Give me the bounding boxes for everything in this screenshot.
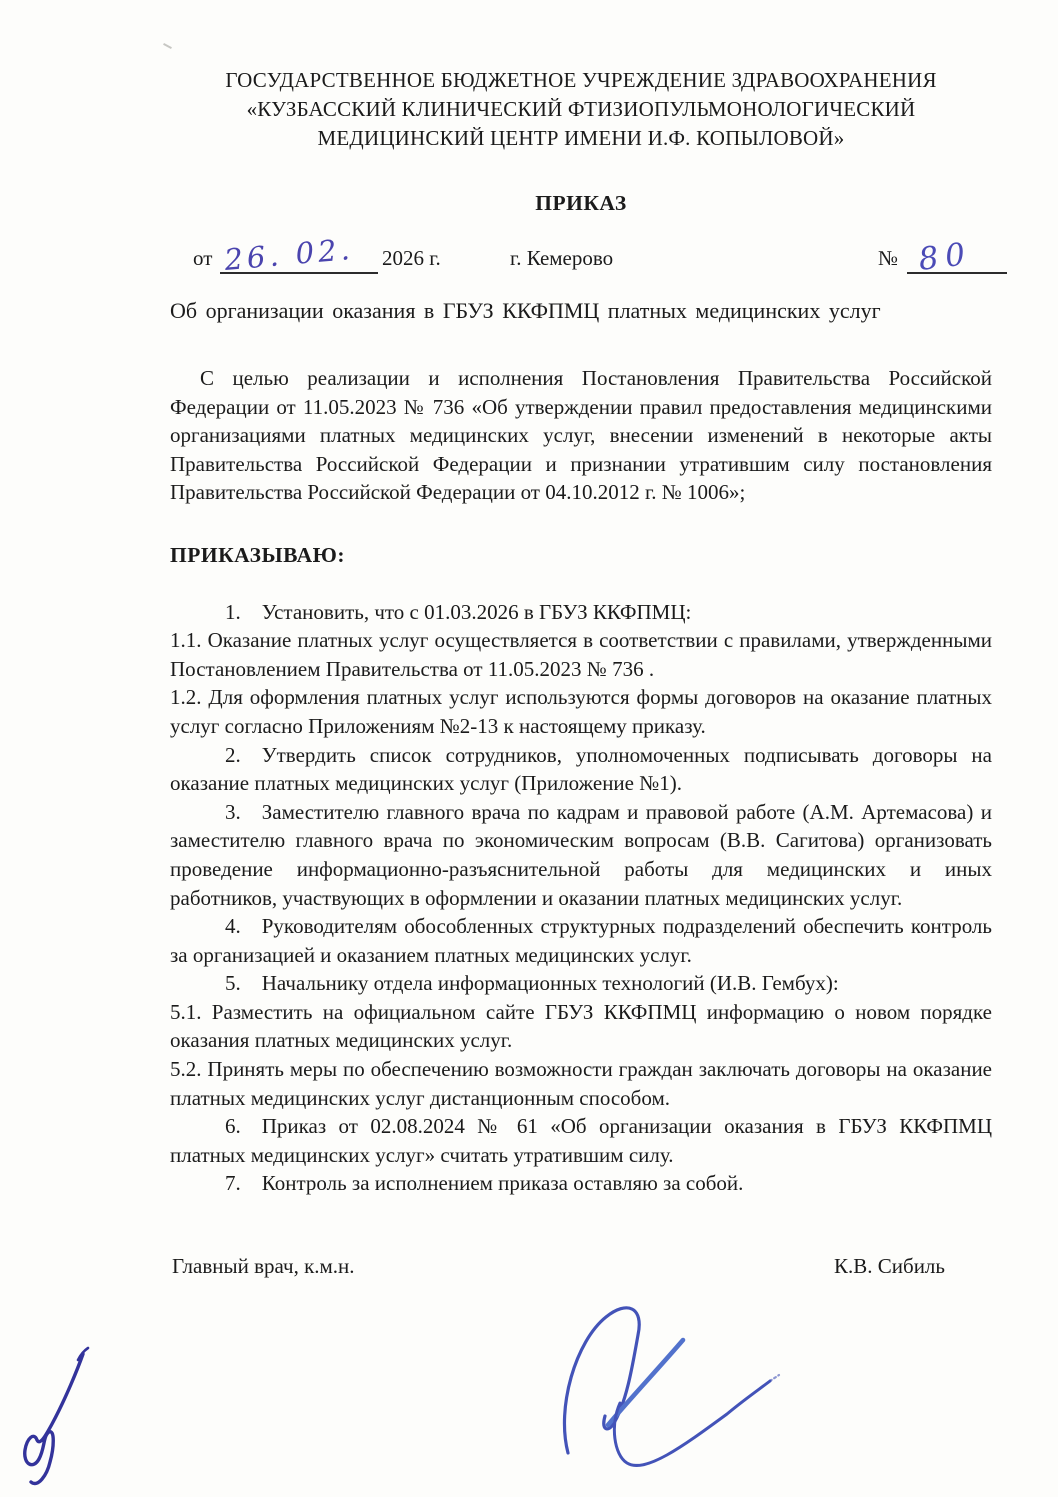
order-item-2: 2. Утвердить список сотрудников, уполномоченных подписывать договоры на оказание платных медицинских услуг (Приложение №1). — [170, 742, 992, 796]
organization-name — [170, 66, 992, 153]
order-item-6: 6. Приказ от 02.08.2024 № 61 «Об организации оказания в ГБУЗ ККФПМЦ платных медицинских услуг» считать утратившим силу. — [170, 1114, 992, 1167]
handwritten-order-number: 80 — [916, 235, 975, 278]
order-item-5-2: 5.2. Принять меры по обеспечению возможности граждан заключать договоры на оказание платных медицинских услуг дистанционным способом. — [170, 1057, 992, 1110]
date-year-label: 2026 г. — [382, 246, 441, 270]
order-item-5: 5. Начальнику отдела информационных технологий (И.В. Гембух): — [225, 971, 839, 996]
date-underline — [220, 231, 378, 277]
signature-ink-icon — [540, 1285, 790, 1485]
order-item-5-1: 5.1. Разместить на официальном сайте ГБУЗ ККФПМЦ информацию о новом порядке оказания платных медицинских услуг. — [170, 999, 992, 1053]
number-underline — [907, 235, 1007, 278]
order-item-1: 1. Установить, что с 01.03.2026 в ГБУЗ ККФПМЦ: — [225, 599, 692, 624]
order-meta-row — [170, 231, 992, 282]
signature-block — [170, 1254, 992, 1284]
scan-artifact — [163, 43, 172, 49]
document-content — [170, 66, 992, 1284]
signer-name-label: К.В. Сибиль — [834, 1254, 945, 1279]
org-name-line-3: МЕДИЦИНСКИЙ ЦЕНТР ИМЕНИ И.Ф. КОПЫЛОВОЙ» — [317, 126, 845, 150]
order-heading: ПРИКАЗЫВАЮ: — [170, 542, 346, 567]
order-item-1-1: 1.1. Оказание платных услуг осуществляется в соответствии с правилами, утвержденными Постановлением Правительства от 11.05.2023 № 736 . — [170, 628, 992, 681]
city-label: г. Кемерово — [510, 246, 614, 270]
org-name-line-1: ГОСУДАРСТВЕННОЕ БЮДЖЕТНОЕ УЧРЕЖДЕНИЕ ЗДРАВООХРАНЕНИЯ — [225, 68, 937, 92]
order-subject: Об организации оказания в ГБУЗ ККФПМЦ платных медицинских услуг — [170, 298, 881, 323]
order-item-4: 4. Руководителям обособленных структурных подразделений обеспечить контроль за организацией и оказанием платных медицинских услуг. — [170, 914, 992, 967]
order-preamble: С целью реализации и исполнения Постановления Правительства Российской Федерации от 11.05.2023 № 736 «Об утверждении правил предоставления медицинскими организациями платных медицинских услуг, внесении изменений в некоторые акты Правительства Российской Федерации и признании утратившим силу постановления Правительства Российской Федерации от 04.10.2012 г. № 1006»; — [170, 366, 992, 505]
handwritten-date: 26. 02. — [223, 231, 355, 277]
order-items — [170, 598, 992, 1198]
org-name-line-2: «КУЗБАССКИЙ КЛИНИЧЕСКИЙ ФТИЗИОПУЛЬМОНОЛОГИЧЕСКИЙ — [246, 97, 916, 121]
order-item-7: 7. Контроль за исполнением приказа оставляю за собой. — [225, 1171, 744, 1196]
order-item-3: 3. Заместителю главного врача по кадрам и правовой работе (А.М. Артемасова) и заместителю главного врача по экономическим вопросам (В.В. Сагитова) организовать проведение информационно-разъяснительной работы для медицинских и иных работников, участвующих в оформлении и оказании платных медицинских услуг. — [170, 799, 992, 910]
signer-position-label: Главный врач, к.м.н. — [172, 1254, 355, 1279]
paraph-ink-icon — [8, 1336, 138, 1497]
number-label: № — [878, 246, 899, 270]
date-prefix-label: от — [193, 246, 213, 270]
document-type-title: ПРИКАЗ — [535, 191, 627, 215]
order-item-1-2: 1.2. Для оформления платных услуг используются формы договоров на оказание платных услуг согласно Приложениям №2-13 к настоящему приказу. — [170, 685, 992, 738]
